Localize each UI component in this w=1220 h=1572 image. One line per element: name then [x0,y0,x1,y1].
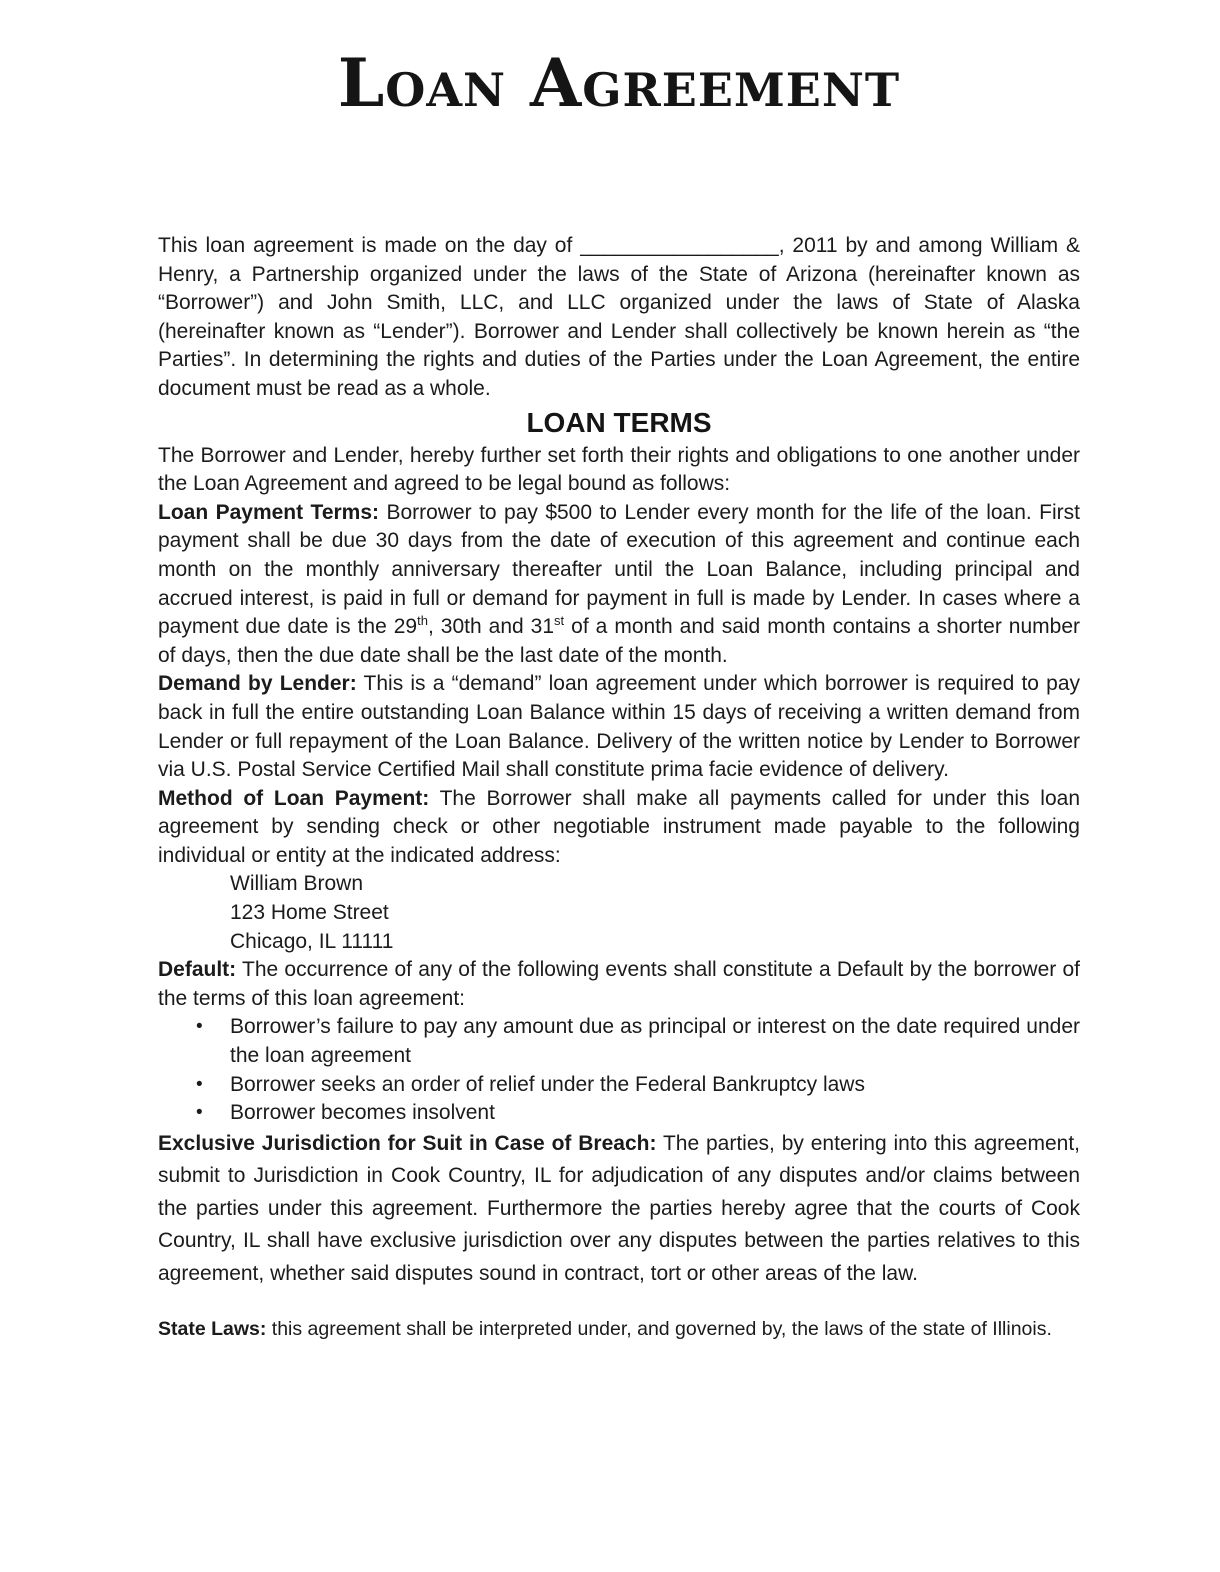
payee-name: William Brown [230,872,364,896]
bullet-item [158,1099,1080,1128]
payee-street: 123 Home Street [230,901,389,925]
exclusive-jurisdiction-paragraph [158,1128,1080,1291]
method-of-loan-payment-text: The Borrower shall make all payments called for under this loan agreement by sending check or other negotiable instrument made payable to the following individual or entity at the indicated address: [158,786,1080,867]
demand-by-lender-text: This is a “demand” loan agreement under which borrower is required to pay back in full the entire outstanding Loan Balance within 15 days of receiving a written demand from Lender or full repayment of the Loan Balance. Delivery of the written notice by Lender to Borrower via U.S. Postal Service Certified Mail shall constitute prima facie evidence of delivery. [158,672,1080,782]
default-label: Default: [158,958,237,982]
bullet-icon: • [196,1073,203,1095]
exclusive-jurisdiction-label: Exclusive Jurisdiction for Suit in Case of Breach: [158,1131,657,1155]
demand-by-lender-paragraph [158,670,1080,784]
payee-address-block [158,870,1080,956]
loan-payment-terms-label: Loan Payment Terms: [158,500,380,524]
bullet-item-text: Borrower becomes insolvent [230,1101,495,1125]
demand-by-lender-label: Demand by Lender: [158,672,357,696]
bullet-item [158,1013,1080,1070]
bullet-item-text: Borrower’s failure to pay any amount due as principal or interest on the date required under the loan agreement [230,1015,1080,1068]
method-of-loan-payment-label: Method of Loan Payment: [158,786,430,810]
state-laws-label: State Laws: [158,1318,267,1341]
default-text: The occurrence of any of the following events shall constitute a Default by the borrower of the terms of this loan agreement: [158,958,1080,1010]
loan-payment-terms-text-2: , 30th and 31 [427,615,555,639]
intro-text-after-blank: , 2011 by and among William & Henry, a Partnership organized under the laws of the State of Arizona (hereinafter known as “Borrower”) and John Smith, LLC, and LLC organized under the laws of State of Alaska (hereinafter known as “Lender”). Borrower and Lender shall collectively be known herein as “the Parties”. In determining the rights and duties of the Parties under the Loan Agreement, the entire document must be read as a whole. [158,234,1081,400]
state-laws-text: this agreement shall be interpreted under, and governed by, the laws of the state of Illinois. [266,1318,1052,1341]
date-blank: _________________ [580,234,779,257]
intro-text-before-blank: This loan agreement is made on the day of [158,234,581,257]
ordinal-superscript-st: st [554,613,565,629]
ordinal-superscript-th: th [417,613,428,629]
default-paragraph [158,956,1080,1013]
bullet-item-text: Borrower seeks an order of relief under the Federal Bankruptcy laws [230,1072,865,1096]
method-of-loan-payment-paragraph [158,785,1080,871]
state-laws-paragraph [158,1317,1080,1342]
bullet-icon: • [196,1016,203,1038]
payee-city-state-zip: Chicago, IL 11111 [230,929,394,953]
intro-paragraph [158,232,1080,404]
preamble-paragraph: The Borrower and Lender, hereby further set forth their rights and obligations to one another under the Loan Agreement and agreed to be legal bound as follows: [158,443,1080,496]
loan-payment-terms-text-1: Borrower to pay $500 to Lender every month for the life of the loan. First payment shall be due 30 days from the date of execution of this agreement and continue each month on the monthly anniversary thereafter until the Loan Balance, including principal and accrued interest, is paid in full or demand for payment in full is made by Lender. In cases where a payment due date is the 29 [158,500,1080,639]
loan-payment-terms-paragraph [158,499,1080,671]
default-bullet-list [158,1013,1080,1127]
bullet-icon: • [196,1102,203,1124]
bullet-item [158,1071,1080,1100]
page-title: Loan Agreement [337,44,901,122]
loan-payment-terms-text-3: of a month and said month contains a shorter number of days, then the due date shall be the last date of the month. [158,615,1081,667]
loan-terms-heading: LOAN TERMS [526,406,712,438]
exclusive-jurisdiction-text: The parties, by entering into this agreement, submit to Jurisdiction in Cook Country, IL for adjudication of any disputes and/or claims between the parties under this agreement. Furthermore the parties hereby agree that the courts of Cook Country, IL shall have exclusive jurisdiction over any disputes between the parties relatives to this agreement, whether said disputes sound in contract, tort or other areas of the law. [158,1131,1080,1285]
